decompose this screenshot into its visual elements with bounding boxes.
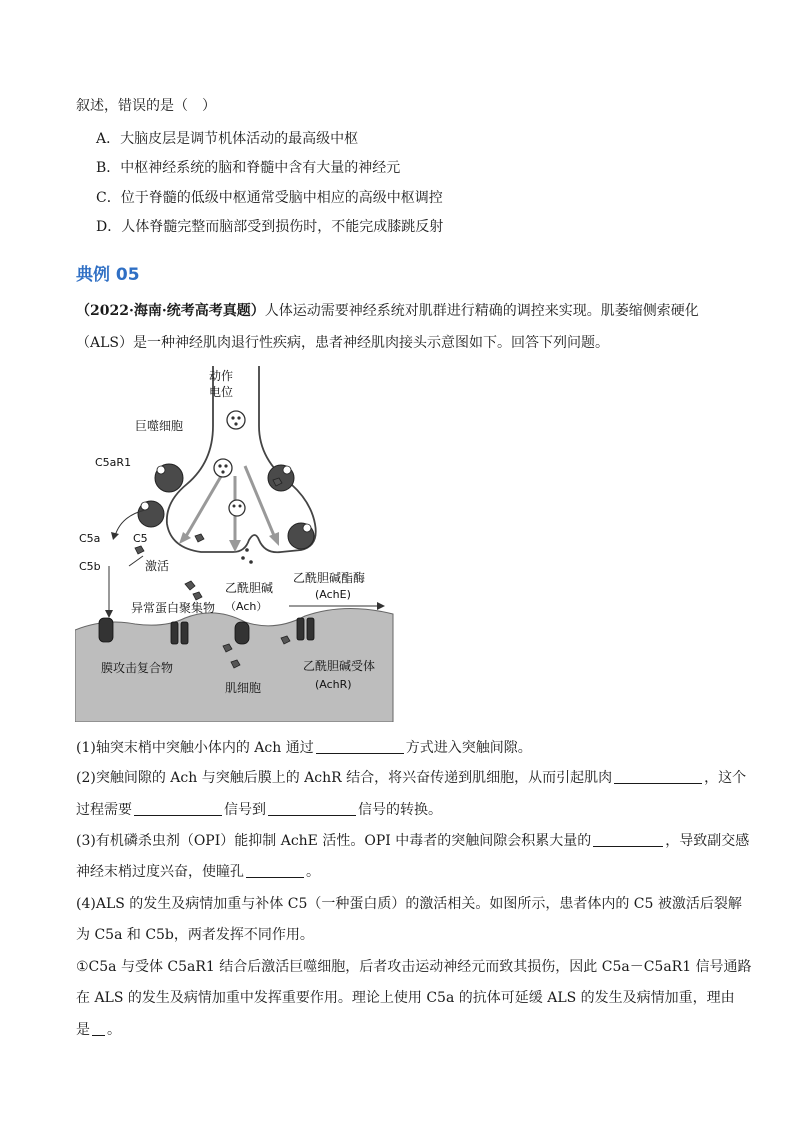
axon-terminal-shape (167, 366, 316, 552)
source-tag: （2022·海南·统考高考真题） (76, 303, 265, 319)
option-letter: D． (96, 219, 122, 235)
label-ache-2: (AchE) (315, 588, 351, 601)
label-ach-1: 乙酰胆碱 (225, 581, 274, 595)
question-3-line-1: (3)有机磷杀虫剂（OPI）能抑制 AchE 活性。OPI 中毒者的突触间隙会积累大量的 ，导致副交感 (76, 833, 750, 849)
label-activate: 激活 (145, 559, 170, 573)
option-a[interactable] (96, 129, 358, 149)
question-4-sub1-line-1: ①C5a 与受体 C5aR1 结合后激活巨噬细胞，后者攻击运动神经元而致其损伤，因此 C5a－C5aR1 信号通路 (76, 959, 752, 975)
label-c5ar1: C5aR1 (95, 456, 132, 469)
vesicle (227, 411, 245, 429)
answer-blank-3b[interactable] (246, 862, 304, 878)
question-4-line-2: 为 C5a 和 C5b，两者发挥不同作用。 (76, 927, 314, 943)
vesicle (214, 459, 232, 477)
question-2-line-2: 过程需要 信号到 信号的转换。 (76, 802, 442, 818)
question-4-sub1-line-2: 在 ALS 的发生及病情加重中发挥重要作用。理论上使用 C5a 的抗体可延缓 ALS 的发生及病情加重，理由 (76, 990, 735, 1006)
label-mac: 膜攻击复合物 (101, 661, 174, 675)
label-action-potential-1: 动作 (209, 369, 234, 383)
label-ach-2: （Ach） (225, 600, 268, 613)
label-action-potential-2: 电位 (209, 385, 234, 399)
option-letter: A． (96, 131, 121, 147)
intro-line-2: （ALS）是一种神经肌肉退行性疾病，患者神经肌肉接头示意图如下。回答下列问题。 (76, 335, 609, 351)
option-b[interactable] (96, 158, 400, 178)
neuromuscular-junction-figure (75, 366, 395, 722)
label-c5a: C5a (79, 532, 101, 545)
answer-blank-2b[interactable] (134, 800, 222, 816)
answer-blank-1[interactable] (316, 738, 404, 754)
question-2-line-1: (2)突触间隙的 Ach 与突触后膜上的 AchR 结合，将兴奋传递到肌细胞，从而引起肌肉 ，这个 (76, 770, 747, 786)
answer-blank-2a[interactable] (614, 768, 702, 784)
label-achr-1: 乙酰胆碱受体 (303, 659, 376, 673)
option-letter: C． (96, 190, 121, 206)
question-4-line-1: (4)ALS 的发生及病情加重与补体 C5（一种蛋白质）的激活相关。如图所示，患者体内的 C5 被激活后裂解 (76, 896, 742, 912)
option-c[interactable] (96, 188, 443, 208)
label-achr-2: (AchR) (315, 678, 352, 691)
option-text: 中枢神经系统的脑和脊髓中含有大量的神经元 (120, 160, 401, 176)
label-c5: C5 (133, 532, 148, 545)
option-text: 大脑皮层是调节机体活动的最高级中枢 (120, 131, 359, 147)
question-1: (1)轴突末梢中突触小体内的 Ach 通过 方式进入突触间隙。 (76, 740, 532, 756)
intro-line-1 (76, 301, 699, 321)
label-ache-1: 乙酰胆碱酯酶 (293, 571, 366, 585)
option-d[interactable] (96, 217, 443, 237)
answer-blank-3a[interactable] (593, 831, 663, 847)
label-muscle-cell: 肌细胞 (225, 681, 262, 695)
question-4-sub1-line-3: 是 。 (76, 1022, 121, 1038)
question-stem-tail: 叙述，错误的是（ ） (76, 98, 216, 114)
label-macrophage: 巨噬细胞 (135, 419, 184, 433)
vesicle (229, 500, 245, 516)
option-text: 人体脊髓完整而脑部受到损伤时，不能完成膝跳反射 (121, 219, 444, 235)
answer-blank-4a[interactable] (92, 1020, 105, 1036)
label-abnormal-protein: 异常蛋白聚集物 (131, 601, 216, 615)
intro-text-1: 人体运动需要神经系统对肌群进行精确的调控来实现。肌萎缩侧索硬化 (264, 303, 699, 319)
option-letter: B． (96, 160, 121, 176)
option-text: 位于脊髓的低级中枢通常受脑中相应的高级中枢调控 (120, 190, 443, 206)
example-heading: 典例 05 (76, 265, 140, 285)
label-c5b: C5b (79, 560, 101, 573)
answer-blank-2c[interactable] (268, 800, 356, 816)
question-3-line-2: 神经末梢过度兴奋，使瞳孔 。 (76, 864, 320, 880)
